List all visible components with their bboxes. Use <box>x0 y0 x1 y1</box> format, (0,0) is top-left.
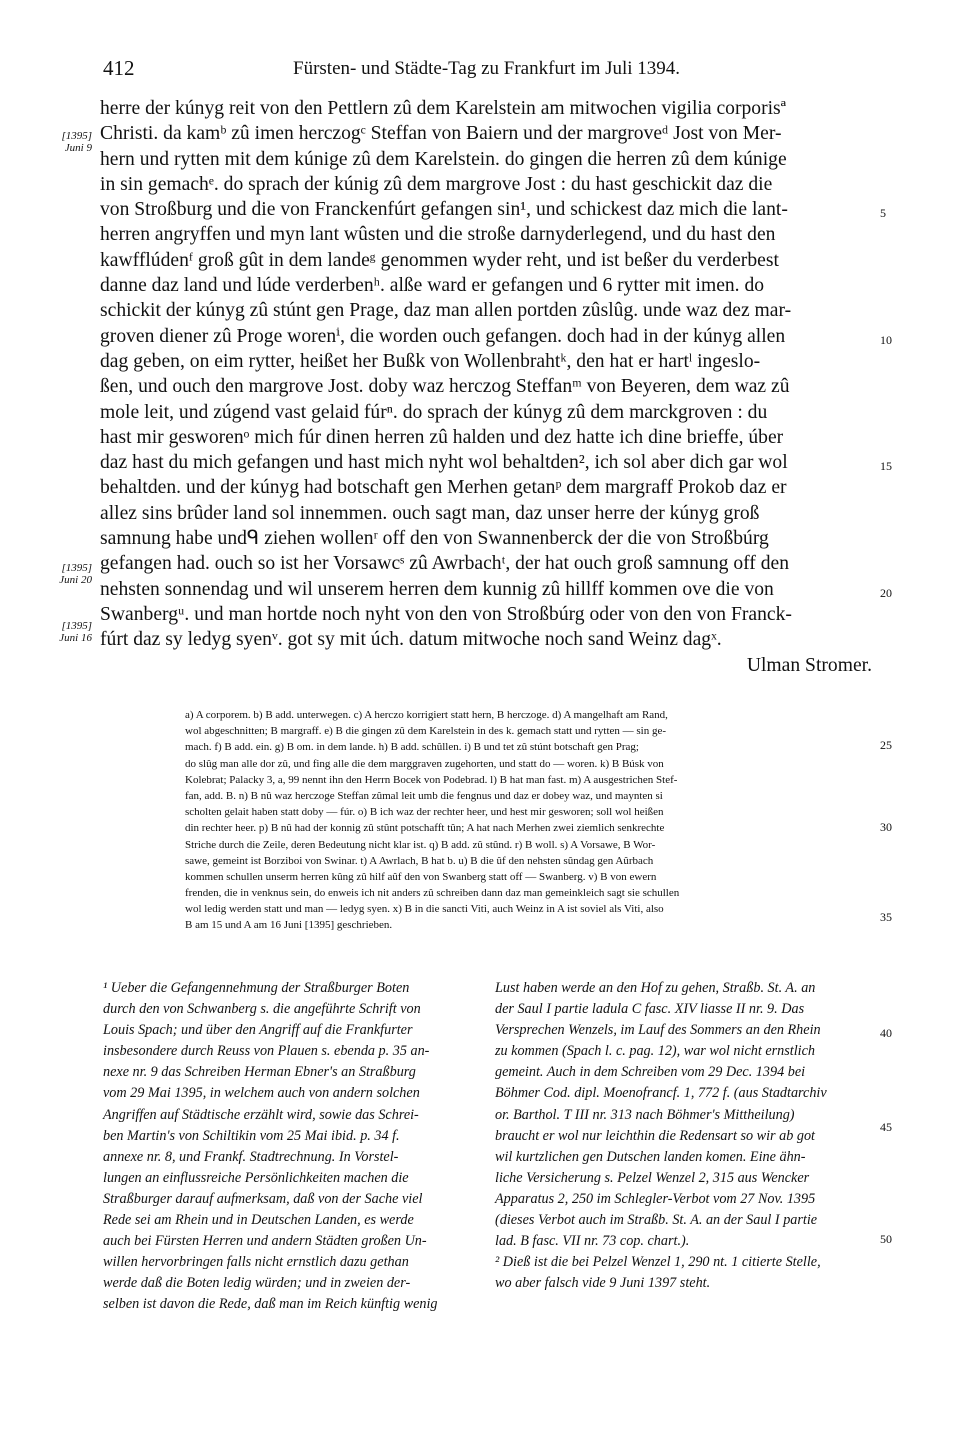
apparatus-line: wol ledig werden statt und man — ledyg syen. x) B in die sancti Viti, auch Weinz in A ist soviel als Viti, also <box>185 903 664 916</box>
apparatus-line: a) A corporem. b) B add. unterwegen. c) A herczo korrigiert statt hern, B herczoge. d) A mangelhaft am Rand, <box>185 709 668 721</box>
text-line: mole leit, und zúgend vast gelaid fúrⁿ. do sprach der kúnyg zû dem marckgroven : du <box>100 401 768 423</box>
margin-date <box>20 130 92 154</box>
text-line: in sin gemachᵉ. do sprach der kúnig zû dem margrove Jost : du hast geschickit daz die <box>100 173 773 195</box>
apparatus-line: Kolebrat; Palacky 3, a, 99 nennt ihn den Herrn Bocek von Podebrad. l) B hat man fast. m) A ausgestrichen Stef- <box>185 773 678 786</box>
text-line: schickit der kúnyg zû stúnt gen Prage, daz man allen portden zûslûg. unde waz dez mar- <box>100 300 792 322</box>
line-number: 15 <box>880 459 892 473</box>
footnote-line: selben ist davon die Rede, daß man im Reich künftig wenig <box>103 1296 438 1313</box>
footnote-line: Louis Spach; und über den Angriff auf die Frankfurter <box>103 1022 413 1039</box>
text-line: dag geben, on eim rytter, heißet her Bußk von Wollenbrahtᵏ, den hat er hartˡ ingeslo- <box>100 350 761 372</box>
text-line: groven diener zû Proge worenⁱ, die worden ouch gefangen. doch had in der kúnyg allen <box>100 325 786 347</box>
footnote-line: gemeint. Auch in dem Schreiben vom 29 Dec. 1394 bei <box>495 1064 806 1081</box>
apparatus-line: B am 15 und A am 16 Juni [1395] geschrieben. <box>185 919 393 932</box>
critical-apparatus <box>185 707 865 934</box>
footnote-line: zu kommen (Spach l. c. pag. 12), war wol nicht ernstlich <box>495 1043 815 1060</box>
text-line: behaltden. und der kúnyg had botschaft gen Merhen getanᵖ dem margraff Prokob daz er <box>100 477 787 499</box>
line-number: 30 <box>880 820 892 834</box>
margin-date-day: Juni 16 <box>59 632 92 644</box>
footnote-line: Rede sei am Rhein und in Deutschen Landen, es werde <box>103 1212 414 1229</box>
text-line: gefangen had. ouch so ist her Vorsawcˢ zû Awrbachᵗ, der hat ouch groß samnung off den <box>100 553 789 575</box>
margin-date-year: [1395] <box>61 620 92 632</box>
footnote-line: Apparatus 2, 250 im Schlegler-Verbot vom 27 Nov. 1395 <box>495 1190 816 1207</box>
margin-date <box>20 562 92 586</box>
footnote-line: lungen an einflussreiche Persönlichkeiten machen die <box>103 1169 409 1186</box>
margin-date <box>20 620 92 644</box>
footnote-line: nexe nr. 9 das Schreiben Herman Ebner's an Straßburg <box>103 1064 416 1081</box>
text-line: herre der kúnyg reit von den Pettlern zû dem Karelstein am mitwochen vigilia corporisª <box>100 98 787 119</box>
apparatus-line: do slûg man alle dor zû, und fing alle die dem marggraven zugehorten, und statt do — woren. k) B Búsk von <box>185 757 664 770</box>
apparatus-line: scholten gelait haben statt doby — fúr. o) B ich waz der rechter heer, und hest mir gesworen; soll wol heißen <box>185 806 664 819</box>
text-line: herren angryffen und myn lant wûsten und die stroße darnyderlegend, und du hast den <box>100 224 776 246</box>
page-number: 412 <box>103 56 135 80</box>
footnote-line: werde daß die Boten ledig würden; und in zweien der- <box>103 1275 411 1292</box>
main-text <box>100 96 876 678</box>
footnote-line: insbesondere durch Reuss von Plauen s. ebenda p. 35 an- <box>103 1043 430 1060</box>
footnote-line: annexe nr. 8, und Frankf. Stadtrechnung. In Vorstel- <box>103 1148 399 1165</box>
line-number: 5 <box>880 206 886 220</box>
apparatus-line: sawe, gemeint ist Borziboi von Swinar. t) A Awrlach, B hat b. u) B die ûf den nehsten sûndag gen Aûrbach <box>185 854 654 867</box>
footnote-line: Böhmer Cod. dipl. Moenofrancf. 1, 772 f. (aus Stadtarchiv <box>495 1085 827 1102</box>
margin-date-day: Juni 20 <box>59 574 92 586</box>
apparatus-line: Striche durch die Zeile, deren Bedeutung nicht klar ist. q) B add. zû stûnd. r) B woll. s) A Vorsawe, B Wor- <box>185 838 656 851</box>
apparatus-line: frenden, die in venknus sein, do enweis ich nit anders zû schreiben dann daz man gemeinkleich sagt sie schullen <box>185 887 680 900</box>
line-number: 20 <box>880 586 892 600</box>
text-line: fúrt daz sy ledyg syenᵛ. got sy mit úch. datum mitwoche noch sand Weinz dagˣ. <box>100 629 722 651</box>
footnote-line: ben Martin's von Schiltikin vom 25 Mai ibid. p. 34 f. <box>103 1127 400 1144</box>
text-line: Christi. da kamᵇ zû imen herczogᶜ Steffan von Baiern und der margroveᵈ Jost von Mer- <box>100 123 782 145</box>
text-line: hern und rytten mit dem kúnige zû dem Karelstein. do gingen die herren zû dem kúnige <box>100 148 787 170</box>
text-line: hast mir gesworenᵒ mich fúr dinen herren zû halden und dez hatte ich dine brieffe, úber <box>100 426 784 448</box>
footnote-line: lad. B fasc. VII nr. 73 cop. chart.). <box>495 1233 690 1250</box>
margin-date-year: [1395] <box>61 562 92 574</box>
line-number: 25 <box>880 738 892 752</box>
footnote-line: wo aber falsch vide 9 Juni 1397 steht. <box>495 1275 711 1292</box>
footnote-line: Angriffen auf Städtische erzählt wird, sowie das Schrei- <box>103 1106 419 1123</box>
footnote-line: vom 29 Mai 1395, in welchem auch von andern solchen <box>103 1085 420 1102</box>
footnotes-left-column <box>103 978 481 1316</box>
footnote-line: der Saul I partie ladula C fasc. XIV liasse II nr. 9. Das <box>495 1001 805 1018</box>
apparatus-line: fan, add. B. n) B nû waz herczoge Steffan zûmal leit umb die fengnus und daz er dobey waz, und maynten si <box>185 789 663 802</box>
line-number: 45 <box>880 1120 892 1134</box>
text-line: daz hast du mich gefangen und hast mich nyht wol behaltden², ich sol aber dich gar wol <box>100 452 788 474</box>
footnote-line: liche Versicherung s. Pelzel Wenzel 2, 315 aus Wencker <box>495 1169 810 1186</box>
text-line: Swanbergᵘ. und man hortde noch nyht von den von Stroßbúrg oder von den von Franck- <box>100 603 792 625</box>
text-line: ßen, und ouch den margrove Jost. doby waz herczog Steffanᵐ von Beyeren, dem waz zû <box>100 376 790 398</box>
signature-line: Ulman Stromer. <box>746 654 872 676</box>
footnote-line: durch den von Schwanberg s. die angeführte Schrift von <box>103 1001 421 1018</box>
apparatus-line: kommen schullen unserm herren kûng zû hilf aûf den von Swanberg statt off — Swanberg. v) B von ewern <box>185 870 657 883</box>
apparatus-line: din rechter heer. p) B nû had der konnig zû stûnt potschafft tûn; A hat nach Merhen zwei ziemlich senkrechte <box>185 822 665 835</box>
line-number: 10 <box>880 333 892 347</box>
apparatus-line: wol abgeschnitten; B margraff. e) B die gingen zû dem Karelstein in des k. gemach statt und rytten — sin ge- <box>185 725 667 738</box>
footnote-line: wil kurtzlichen gen Dutschen landen komen. Eine ähn- <box>495 1148 806 1165</box>
line-number: 40 <box>880 1026 892 1040</box>
footnote-line: Straßburger darauf aufmerksam, daß von der Sache viel <box>103 1190 423 1207</box>
text-line: allez sins brûder land sol innemmen. ouch sagt man, daz unser herre der kúnyg groß <box>100 502 760 524</box>
running-header: Fürsten- und Städte-Tag zu Frankfurt im Juli 1394. <box>293 58 681 79</box>
text-line: nehsten sonnendag und wil unserem herren dem kunnig zû hillff kommen ove die von <box>100 578 774 600</box>
text-line: von Stroßburg und die von Franckenfúrt gefangen sin¹, und schickest daz mich die lant- <box>100 199 788 221</box>
footnote-line: ² Dieß ist die bei Pelzel Wenzel 1, 290 nt. 1 citierte Stelle, <box>495 1254 821 1271</box>
footnote-line: braucht er wol nur leichthin die Redensart so wir ab got <box>495 1127 815 1144</box>
apparatus-line: mach. f) B add. ein. g) B om. in dem lande. h) B add. schûllen. i) B und tet zû stúnt botschaft gen Prag; <box>185 741 639 754</box>
footnote-line: or. Barthol. T III nr. 313 nach Böhmer's Mittheilung) <box>495 1106 795 1123</box>
footnotes-right-column <box>495 978 873 1294</box>
text-line: samnung habe undᑫ ziehen wollenʳ off den von Swannenberck der die von Stroßbúrg <box>100 528 769 550</box>
footnote-line: Versprechen Wenzels, im Lauf des Sommers an den Rhein <box>495 1022 821 1039</box>
text-line: kawfflúdenᶠ groß gût in dem landeᵍ genommen wyder reht, und ist beßer du verderbest <box>100 249 779 271</box>
footnote-line: (dieses Verbot auch im Straßb. St. A. an der Saul I partie <box>495 1212 818 1229</box>
line-number: 50 <box>880 1232 892 1246</box>
text-line: danne daz land und lúde verderbenʰ. alße ward er gefangen und 6 rytter mit imen. do <box>100 275 765 297</box>
footnote-line: Lust haben werde an den Hof zu gehen, Straßb. St. A. an <box>495 980 816 996</box>
margin-date-day: Juni 9 <box>64 142 92 154</box>
footnote-line: willen hervorbringen falls nicht ernstlich dazu gethan <box>103 1254 409 1271</box>
margin-date-year: [1395] <box>61 130 92 142</box>
line-number: 35 <box>880 910 892 924</box>
footnote-line: auch bei Fürsten Herren und andern Städten großen Un- <box>103 1233 427 1250</box>
footnote-line: ¹ Ueber die Gefangennehmung der Straßburger Boten <box>103 980 410 996</box>
